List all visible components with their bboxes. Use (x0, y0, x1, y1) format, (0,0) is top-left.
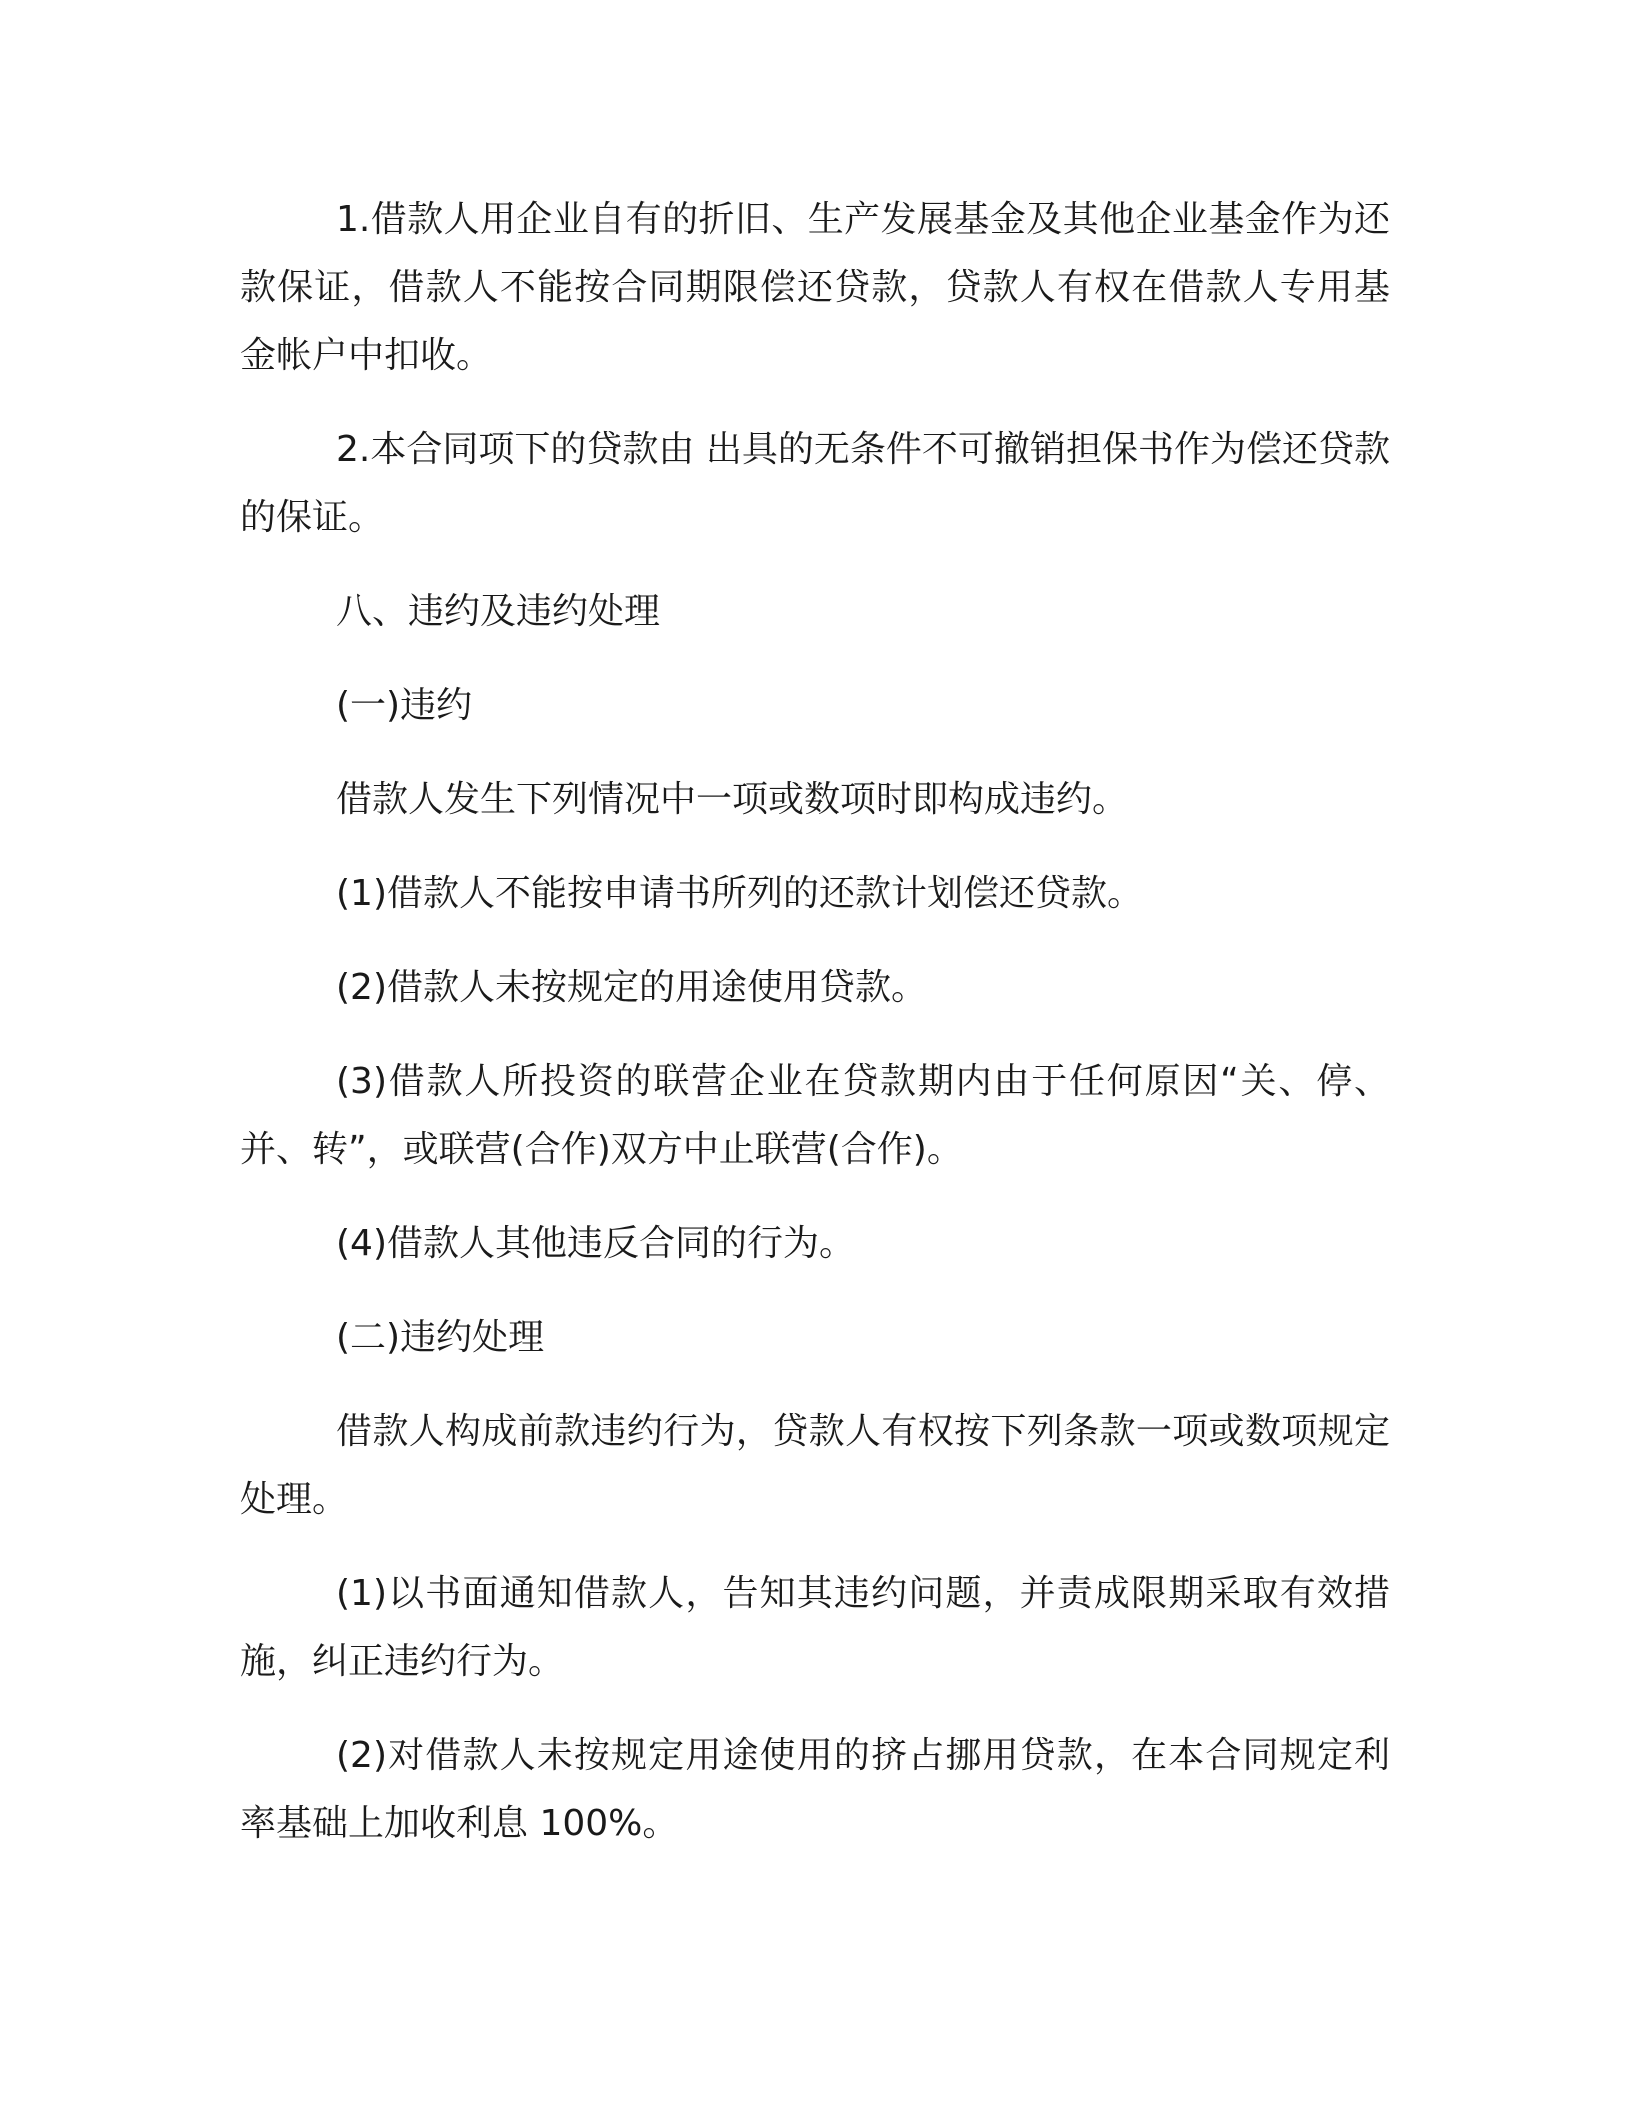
default-intro: 借款人发生下列情况中一项或数项时即构成违约。 (336, 779, 1129, 820)
default-item-3: (3)借款人所投资的联营企业在贷款期内由于任何原因“关、停、并、转”，或联营(合作)双方中止联营(合作)。 (240, 1061, 1390, 1170)
subsection-heading-default: (一)违约 (336, 685, 473, 726)
handling-item-2: (2)对借款人未按规定用途使用的挤占挪用贷款，在本合同规定利率基础上加收利息 100%。 (240, 1735, 1390, 1844)
handling-intro: 借款人构成前款违约行为，贷款人有权按下列条款一项或数项规定处理。 (240, 1411, 1390, 1520)
default-item-1: (1)借款人不能按申请书所列的还款计划偿还贷款。 (336, 873, 1143, 914)
default-item-4: (4)借款人其他违反合同的行为。 (336, 1223, 855, 1264)
default-item-2: (2)借款人未按规定的用途使用贷款。 (336, 967, 927, 1008)
clause-repayment-guarantee-1: 1.借款人用企业自有的折旧、生产发展基金及其他企业基金作为还款保证，借款人不能按合同期限偿还贷款，贷款人有权在借款人专用基金帐户中扣收。 (240, 199, 1390, 376)
clause-repayment-guarantee-2: 2.本合同项下的贷款由 出具的无条件不可撤销担保书作为偿还贷款的保证。 (240, 429, 1390, 538)
section-heading-default: 八、违约及违约处理 (336, 591, 661, 632)
subsection-heading-handling: (二)违约处理 (336, 1317, 545, 1358)
document-body (240, 186, 1390, 1884)
handling-item-1: (1)以书面通知借款人，告知其违约问题，并责成限期采取有效措施，纠正违约行为。 (240, 1573, 1390, 1682)
